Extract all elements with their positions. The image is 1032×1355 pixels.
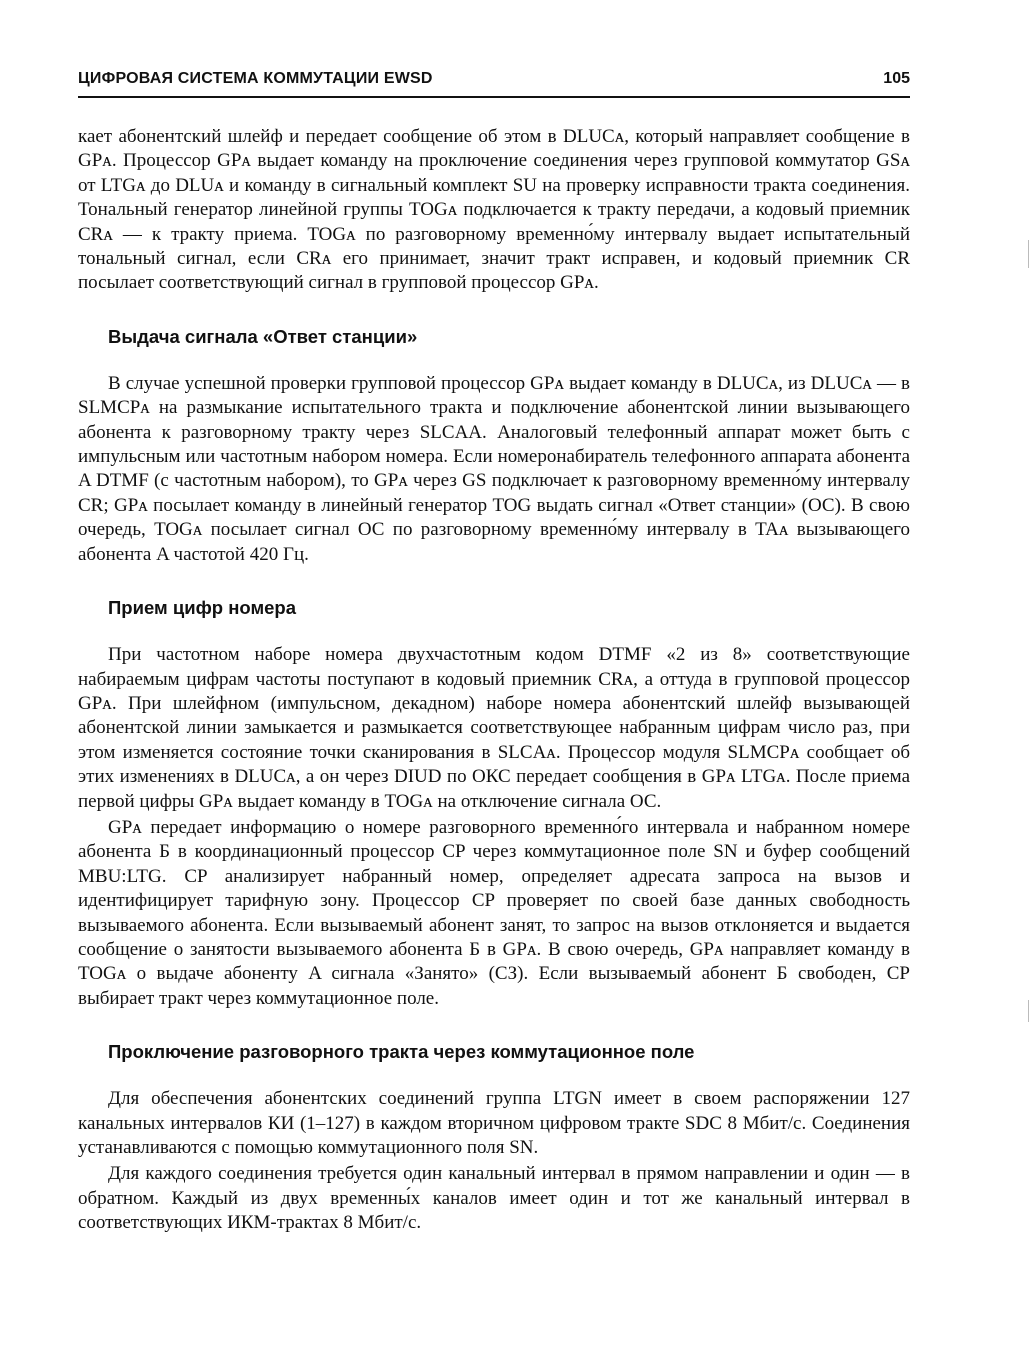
page-body (78, 125, 910, 1236)
running-title: ЦИФРОВАЯ СИСТЕМА КОММУТАЦИИ EWSD (78, 70, 433, 87)
scan-edge-mark (1028, 240, 1029, 268)
paragraph-channel-intervals: Для обеспечения абонентских соединений группа LTGN имеет в своем распоряжении 127 канальных интервалов КИ (1–127) в каждом вторичном цифровом тракте SDC 8 Мбит/с. Соединения устанавливаются с помощью коммутационного поля SN. (78, 1088, 910, 1158)
page-header (78, 70, 910, 98)
page-number: 105 (883, 70, 910, 87)
section-heading-station-answer: Выдача сигнала «Ответ станции» (108, 325, 418, 347)
paragraph-digit-reception: При частотном наборе номера двухчастотным кодом DTMF «2 из 8» соответствующие набираемым цифрам частоты поступают в кодовый приемник CRᴀ, а оттуда в групповой процессор GPᴀ. При шлейфном (импульсном, декадном) наборе номера абонентский шлейф вызывающей абонентской линии замыкается и размыкается соответствующее набранным цифрам число раз, при этом изменяется состояние точки сканирования в SLCAᴀ. Процессор модуля SLMCPᴀ сообщает об этих изменениях в DLUCᴀ, а он через DIUD по ОКС передает сообщения в GPᴀ LTGᴀ. После приема первой цифры GPᴀ выдает команду в TOGᴀ на отключение сигнала ОС. (78, 644, 910, 812)
section-heading-path-switching: Проключение разговорного тракта через коммутационное поле (108, 1041, 695, 1063)
paragraph-station-answer: В случае успешной проверки групповой процессор GPᴀ выдает команду в DLUCᴀ, из DLUCᴀ — в SLMCPᴀ на размыкание испытательного тракта и подключение абонентской линии вызывающего абонента к разговорному тракту через SLCAA. Аналоговый телефонный аппарат может быть с импульсным или частотным набором номера. Если номеронабиратель телефонного аппарата абонента A DTMF (с частотным набором), то GPᴀ через GS подключает к разговорному временно́му интервалу CR; GPᴀ посылает команду в линейный генератор TOG выдать сигнал «Ответ станции» (ОС). В свою очередь, TOGᴀ посылает сигнал ОС по разговорному временно́му интервалу в TAᴀ вызывающего абонента A частотой 420 Гц. (78, 372, 910, 565)
scan-edge-mark (1028, 1000, 1029, 1022)
section-heading-digit-reception: Прием цифр номера (108, 597, 297, 619)
paragraph-coordination-processor: GPᴀ передает информацию о номере разговорного временно́го интервала и набранном номере абонента Б в координационный процессор CP через коммутационное поле SN и буфер сообщений MBU:LTG. CP анализирует набранный номер, определяет адресата запроса на вызов и идентифицирует тарифную зону. Процессор CP проверяет по своей базе данных свободность вызываемого абонента. Если вызываемый абонент занят, то запрос на вызов отклоняется и выдается сообщение о занятости вызываемого абонента Б в GPᴀ. В свою очередь, GPᴀ направляет команду в TOGᴀ о выдаче абоненту A сигнала «Занято» (СЗ). Если вызываемый абонент Б свободен, CP выбирает тракт через коммутационное поле. (78, 816, 910, 1009)
paragraph-continuation: кает абонентский шлейф и передает сообщение об этом в DLUCᴀ, который направляет сообщение в GPᴀ. Процессор GPᴀ выдает команду на проключение соединения через групповой коммутатор GSᴀ от LTGᴀ до DLUᴀ и команду в сигнальный комплект SU на проверку исправности тракта соединения. Тональный генератор линейной группы TOGᴀ подключается к тракту передачи, а кодовый приемник CRᴀ — к тракту приема. TOGᴀ по разговорному временно́му интервалу выдает испытательный тональный сигнал, если CRᴀ его принимает, значит тракт исправен, и кодовый приемник CR посылает соответствующий сигнал в групповой процессор GPᴀ. (78, 126, 910, 294)
paragraph-connection-requirements: Для каждого соединения требуется один канальный интервал в прямом направлении и один — в обратном. Каждый из двух временны́х каналов имеет один и тот же канальный интервал в соответствующих ИКМ-трактах 8 Мбит/с. (78, 1163, 910, 1234)
